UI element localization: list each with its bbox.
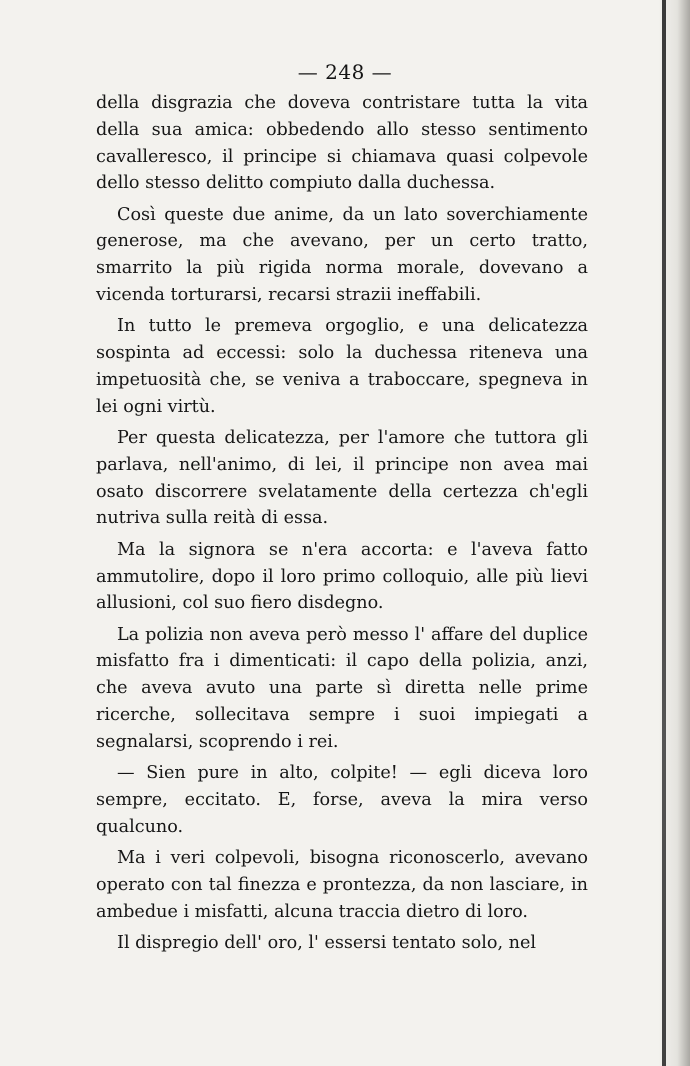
paragraph-8: Ma i veri colpevoli, bisogna riconoscerlo, avevano operato con tal finezza e prontezza, da non lasciare, in ambedue i misfatti, alcuna traccia dietro di loro.: [96, 848, 588, 922]
paragraph-4: Per questa delicatezza, per l'amore che tuttora gli parlava, nell'animo, di lei, il principe non avea mai osato discorrere svelatamente della certezza ch'egli nutriva sulla reità di essa.: [96, 428, 588, 529]
paragraph-6: La polizia non aveva però messo l' affare del duplice misfatto fra i dimenticati: il capo della polizia, anzi, che aveva avuto una parte sì diretta nelle prime ricerche, sollecitava sempre i suoi impiegati a segnalarsi, scoprendo i rei.: [96, 624, 588, 752]
body-text: [96, 90, 588, 961]
paragraph-9: Il dispregio dell' oro, l' essersi tentato solo, nel: [117, 932, 537, 953]
paragraph-2: Così queste due anime, da un lato soverchiamente generose, ma che avevano, per un certo tratto, smarrito la più rigida norma morale, dovevano a vicenda torturarsi, recarsi strazii ineffabili.: [96, 204, 588, 306]
binding-edge: [662, 0, 666, 1066]
paragraph-7: — Sien pure in alto, colpite! — egli diceva loro sempre, eccitato. E, forse, aveva la mira verso qualcuno.: [96, 763, 588, 837]
paragraph-5: Ma la signora se n'era accorta: e l'aveva fatto ammutolire, dopo il loro primo colloquio, alle più lievi allusioni, col suo fiero disdegno.: [96, 539, 588, 614]
paragraph-1: della disgrazia che doveva contristare tutta la vita della sua amica: obbedendo allo stesso sentimento cavalleresco, il principe si chiamava quasi colpevole dello stesso delitto compiuto dalla duchessa.: [96, 93, 588, 194]
page-number: — 248 —: [297, 60, 393, 84]
paragraph-3: In tutto le premeva orgoglio, e una delicatezza sospinta ad eccessi: solo la duchessa riteneva una impetuosità che, se veniva a traboccare, spegneva in lei ogni virtù.: [96, 316, 588, 417]
